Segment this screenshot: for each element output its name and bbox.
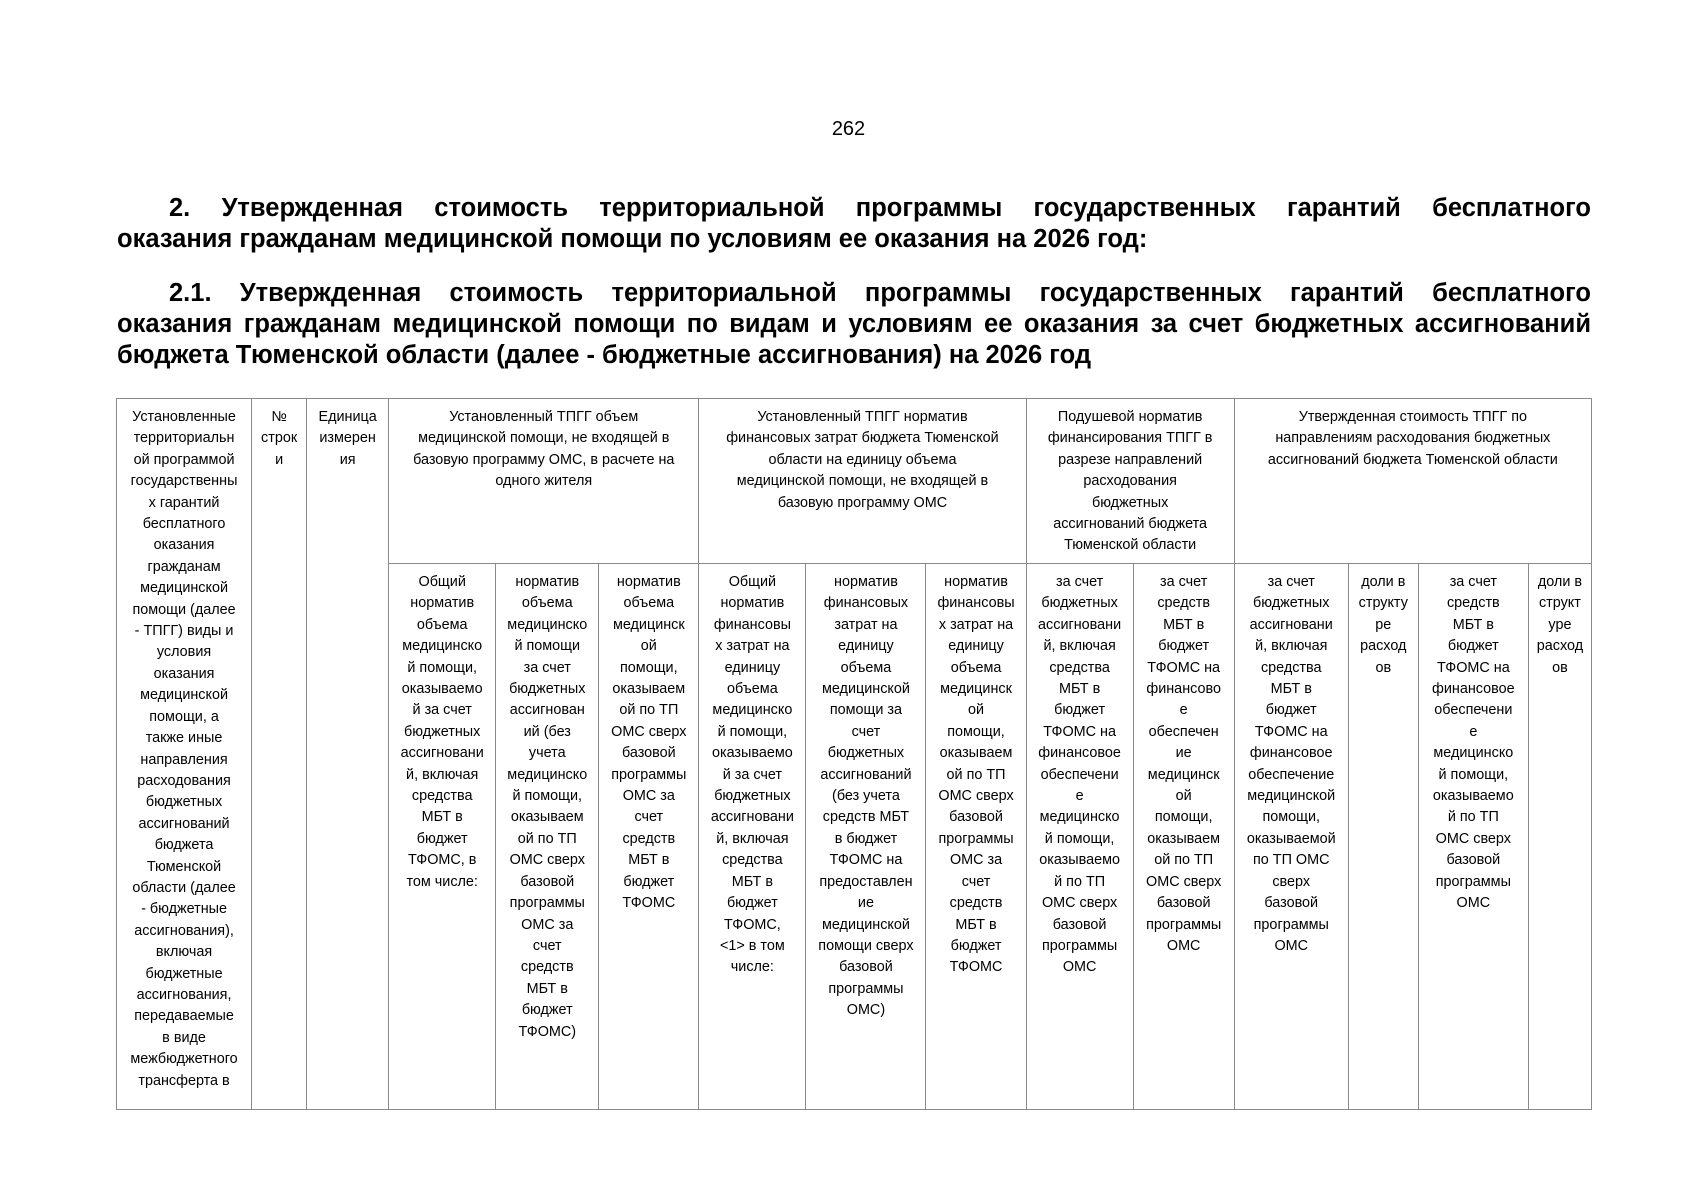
cell-text-line: й, включая (1043, 638, 1116, 655)
cell-text-line: Общий (418, 574, 466, 590)
cell-text-line: базовую программу ОМС, в расчете на (413, 451, 675, 468)
cell-text-line: расход (1360, 638, 1407, 655)
cell-text-line: й, включая (716, 830, 789, 847)
cell-text-line: счет (851, 723, 881, 740)
cell-text-line: средств (1157, 595, 1211, 612)
cell-text-line: помощи, (1154, 809, 1213, 826)
cell-text-line: й помощи, (407, 659, 477, 676)
cell-text-line: за счет (1449, 574, 1497, 590)
section-heading-2 (117, 193, 1591, 255)
cell-text-line: й по ТП (1447, 809, 1499, 826)
cell-text-line: измерен (319, 430, 376, 447)
cell-text-line: й, включая (406, 766, 479, 783)
header-cell-volume-norm (389, 399, 699, 564)
cell-text-line: направлениям расходования бюджетных (1275, 430, 1551, 447)
cell-text-line: гражданам (147, 558, 221, 575)
cell-text-line: помощи сверх (818, 937, 914, 954)
heading-line: 2. Утвержденная стоимость территориальной программы государственных гарантий бесплатного (169, 194, 1591, 222)
cell-text-line: базовой (1156, 895, 1211, 912)
cell-text-line: трансферта в (138, 1072, 230, 1089)
cell-text-line: Установленный ТПГГ норматив (757, 409, 968, 425)
cell-text-line: ОМС (1062, 959, 1097, 976)
cell-text-line: также иные (145, 730, 223, 747)
cell-text-line: оказываемо (711, 745, 793, 762)
cell-text-line: ой по ТП (517, 830, 577, 847)
cell-text-line: е (1469, 723, 1478, 740)
cell-text-line: за счет (1055, 574, 1104, 590)
sub-header-cell (926, 564, 1026, 1110)
cell-text-line: (без учета (832, 788, 900, 805)
cell-text-line: том числе: (406, 873, 478, 890)
page-number: 262 (831, 118, 866, 140)
cell-text-line: ие (1175, 745, 1192, 762)
heading-line: 2.1. Утвержденная стоимость территориальной программы государственных гарантий бесплатного (169, 279, 1591, 307)
cell-text-line: бюджет (623, 873, 675, 890)
cell-text-line: ОМС (1456, 895, 1491, 912)
cell-text-line: оказываем (939, 745, 1013, 762)
cell-text-line: медицинской (821, 916, 910, 933)
cell-text-line: МБТ в (1452, 616, 1494, 633)
cell-text-line: оказываемо (1432, 788, 1514, 805)
cell-text-line: медицинской (140, 687, 229, 704)
cell-text-line: включая (155, 944, 213, 961)
cell-text-line: ой (968, 702, 985, 719)
cell-text-line: помощи, (1262, 809, 1321, 826)
cell-text-line: счет (634, 809, 664, 826)
cell-text-line: ОМС сверх (938, 788, 1014, 805)
cell-text-line: программы (1253, 916, 1329, 933)
cell-text-line: Тюменской области (1064, 537, 1197, 554)
cell-text-line: базовую программу ОМС (777, 494, 948, 511)
cell-text-line: за счет (1160, 574, 1208, 590)
cell-text-line: ассигнования), (134, 922, 234, 939)
sub-header-cell (1133, 564, 1234, 1110)
cell-text-line: бюджетных (145, 794, 223, 811)
cell-text-line: ТФОМС на (1436, 659, 1510, 676)
header-cell-per-capita-norm (1026, 399, 1234, 564)
cell-text-line: ОМС сверх (509, 852, 585, 869)
header-cell-unit (307, 399, 389, 1110)
cell-text-line: оказания (153, 665, 215, 682)
cell-text-line: ОМС (1166, 937, 1201, 954)
cell-text-line: финансовых затрат бюджета Тюменской (726, 430, 999, 447)
cell-text-line: базовой (520, 873, 575, 890)
cell-text-line: ассигнований бюджета (1053, 516, 1208, 533)
cell-text-line: медицинской (821, 681, 910, 698)
cell-text-line: передаваемые (134, 1008, 234, 1025)
cell-text-line: норматив (944, 574, 1008, 590)
cell-text-line: предоставлен (819, 873, 913, 890)
cell-text-line: бюджетных (714, 788, 791, 805)
sub-header-cell (496, 564, 599, 1110)
cell-text-line: программы (938, 830, 1014, 847)
cell-text-line: единицу (948, 638, 1004, 655)
cell-text-line: норматив (616, 574, 681, 590)
cell-text-line: - ТПГГ) виды и (134, 623, 234, 640)
cell-text-line: доли в (1537, 574, 1583, 590)
cell-text-line: бюджет (950, 937, 1002, 954)
cell-text-line: ТФОМС на (829, 852, 903, 869)
cell-text-line: ОМС сверх (1435, 830, 1511, 847)
cell-text-line: ТФОМС на (1147, 659, 1221, 676)
cell-text-line: финансово (1146, 681, 1221, 698)
cell-text-line: ассигнован (509, 702, 585, 719)
sub-header-cell (1026, 564, 1133, 1110)
cell-text-line: обеспечение (1248, 766, 1335, 783)
cell-text-line: ТФОМС) (518, 1023, 577, 1040)
cell-text-line: медицинск (612, 616, 685, 633)
cell-text-line: государственны (130, 473, 238, 490)
cell-text-line: ов (1552, 659, 1568, 676)
cost-table (116, 398, 1592, 1110)
cell-text-line: финансовы (713, 616, 791, 633)
cell-text-line: ие (857, 895, 874, 912)
cell-text-line: й помощи, (1044, 830, 1115, 847)
cell-text-line: средства (722, 852, 783, 869)
cell-text-line: МБТ в (955, 916, 997, 933)
cell-text-line: ТФОМС, в (407, 852, 477, 869)
cell-text-line: ТФОМС, (723, 916, 781, 933)
cell-text-line: программы (1042, 937, 1118, 954)
cell-text-line: одного жителя (495, 473, 593, 490)
cell-text-line: структ (1538, 595, 1581, 612)
cell-text-line: обеспечени (1040, 766, 1119, 783)
cell-text-line: области (далее (132, 879, 236, 896)
cell-text-line: медицинско (507, 766, 588, 783)
sub-header-cell (1348, 564, 1418, 1110)
sub-header-cell (806, 564, 926, 1110)
cell-text-line: ой (640, 638, 657, 655)
header-cell-program-types (117, 399, 252, 1110)
cell-text-line: оказываемой (1246, 830, 1336, 847)
cell-text-line: средств (1446, 595, 1500, 612)
cell-text-line: базовой (949, 809, 1003, 826)
cell-text-line: в бюджет (834, 830, 898, 847)
cell-text-line: средств МБТ (822, 809, 910, 826)
cell-text-line: ассигновани (1038, 616, 1122, 633)
cell-text-line: ТФОМС на (1254, 723, 1328, 740)
cell-text-line: Установленные (132, 409, 236, 425)
cell-text-line: норматив (410, 595, 475, 612)
header-row-top (117, 399, 1592, 564)
cell-text-line: финансовое (1038, 745, 1121, 762)
cell-text-line: й, включая (1255, 638, 1328, 655)
cell-text-line: и (275, 451, 284, 468)
cell-text-line: МБТ в (1163, 616, 1205, 633)
cell-text-line: Единица (318, 409, 377, 425)
cell-text-line: Установленный ТПГГ объем (449, 409, 639, 425)
cell-text-line: средства (1049, 659, 1110, 676)
cell-text-line: в виде (162, 1029, 206, 1046)
cell-text-line: ой по ТП (1154, 852, 1214, 869)
cell-text-line: финансовое (1249, 745, 1333, 762)
cell-text-line: ой по ТП (946, 766, 1006, 783)
cell-text-line: ОМС за (622, 788, 675, 805)
cell-text-line: ОМС за (521, 916, 574, 933)
header-cell-row-number (252, 399, 307, 1110)
cell-text-line: ре (1375, 616, 1392, 633)
cell-text-line: й за счет (722, 766, 783, 783)
cell-text-line: медицинско (507, 616, 588, 633)
cell-text-line: средств (622, 830, 676, 847)
cell-text-line: объема (416, 616, 468, 633)
cell-text-line: ОМС сверх (1041, 895, 1118, 912)
cell-text-line: оказываемо (401, 681, 483, 698)
header-cell-approved-cost (1234, 399, 1591, 564)
sub-header-cell (1234, 564, 1348, 1110)
cell-text-line: объема (521, 595, 573, 612)
cell-text-line: программы (509, 895, 585, 912)
cell-text-line: МБТ в (1059, 681, 1101, 698)
cell-text-line: за счет (1267, 574, 1315, 590)
cell-text-line: й помощи, (717, 723, 788, 740)
cell-text-line: обеспечени (1434, 702, 1513, 719)
cell-text-line: Утвержденная стоимость ТПГГ по (1298, 409, 1527, 425)
cell-text-line: Подушевой норматив (1057, 409, 1203, 425)
cell-text-line: медицинской помощи, не входящей в (418, 430, 670, 447)
cell-text-line: программы (1146, 916, 1222, 933)
cell-text-line: межбюджетного (130, 1051, 238, 1068)
cell-text-line: помощи, (620, 659, 678, 676)
sub-header-cell (599, 564, 699, 1110)
cell-text-line: за счет (523, 659, 571, 676)
cell-text-line: бюджетных (509, 681, 586, 698)
cell-text-line: е (1179, 702, 1188, 719)
cell-text-line: объема (727, 681, 778, 698)
sub-header-cell (1418, 564, 1528, 1110)
cell-text-line: расходования (137, 772, 231, 789)
cell-text-line: помощи, а (149, 708, 219, 725)
cell-text-line: финансовое (1432, 681, 1515, 698)
cell-text-line: расход (1536, 638, 1584, 655)
cell-text-line: расходования (1083, 473, 1177, 490)
cell-text-line: ой по ТП (619, 702, 679, 719)
cell-text-line: области на единицу объема (768, 451, 957, 468)
cell-text-line: обеспечен (1148, 723, 1219, 740)
cell-text-line: ОМС за (949, 852, 1003, 869)
cell-text-line: ОМС) (846, 1002, 886, 1019)
cell-text-line: программы (1435, 873, 1511, 890)
cell-text-line: МБТ в (526, 980, 568, 997)
cell-text-line: бюджета (154, 837, 214, 854)
cell-text-line: финансовых (823, 595, 909, 612)
cell-text-line: бюджетных (1041, 595, 1118, 612)
cell-text-line: № (271, 409, 287, 425)
section-heading-2-1 (117, 278, 1591, 371)
cell-text-line: МБТ в (628, 852, 670, 869)
cell-text-line: й за счет (412, 702, 472, 719)
cell-text-line: бюджет (1158, 638, 1210, 655)
cell-text-line: медицинско (1039, 809, 1120, 826)
cell-text-line: норматив (720, 595, 785, 612)
cell-text-line: й по ТП (1054, 873, 1106, 890)
cell-text-line: бюджет (416, 830, 468, 847)
cell-text-line: помощи за (829, 702, 903, 719)
cell-text-line: бюджет (1447, 638, 1499, 655)
sub-header-cell (389, 564, 496, 1110)
cell-text-line: МБТ в (1270, 681, 1312, 698)
cell-text-line: разрезе направлений (1058, 451, 1203, 468)
cell-text-line: норматив (834, 574, 898, 590)
cell-text-line: ОМС сверх (611, 723, 687, 740)
cell-text-line: ТФОМС (949, 959, 1003, 976)
cell-text-line: базовой (1446, 852, 1501, 869)
cell-text-line: бюджет (521, 1002, 573, 1019)
cell-text-line: ассигновани (710, 809, 794, 826)
heading-line: оказания гражданам медицинской помощи по условиям ее оказания на 2026 год: (117, 225, 1148, 253)
cell-text-line: МБТ в (731, 873, 773, 890)
cell-text-line: базовой (1264, 895, 1319, 912)
cell-text-line: числе: (730, 959, 774, 976)
cell-text-line: бюджетных (404, 723, 481, 740)
cell-text-line: ассигновани (400, 745, 484, 762)
cell-text-line: бюджет (1265, 702, 1317, 719)
cell-text-line: й помощи, (1438, 766, 1509, 783)
cell-text-line: ассигнований (820, 766, 912, 783)
cell-text-line: условия (156, 644, 212, 661)
cell-text-line: ТФОМС на (1043, 723, 1116, 740)
heading-line: оказания гражданам медицинской помощи по видам и условиям ее оказания за счет бюджетных ассигнований (117, 310, 1591, 338)
cell-text-line: базовой (621, 745, 676, 762)
header-cell-cost-norm (699, 399, 1026, 564)
cell-text-line: х гарантий (148, 494, 220, 511)
cell-text-line: программы (828, 980, 904, 997)
cell-text-line: счет (961, 873, 991, 890)
cell-text-line: ов (1375, 659, 1392, 676)
cell-text-line: медицинской (1247, 788, 1336, 805)
cell-text-line: базовой (1052, 916, 1107, 933)
cell-text-line: оказания (153, 537, 215, 554)
cell-text-line: ой (1175, 788, 1192, 805)
cell-text-line: медицинской помощи, не входящей в (736, 473, 989, 490)
cell-text-line: ой программой (133, 451, 235, 468)
cell-text-line: уре (1548, 616, 1572, 633)
cell-text-line: медицинско (712, 702, 793, 719)
cell-text-line: затрат на (834, 616, 898, 633)
cell-text-line: средств (520, 959, 574, 976)
cell-text-line: объема (950, 659, 1002, 676)
cell-text-line: строк (261, 430, 298, 447)
sub-header-cell (699, 564, 806, 1110)
cell-text-line: ОМС (1274, 937, 1309, 954)
cell-text-line: ТФОМС (622, 895, 676, 912)
cell-text-line: - бюджетные (141, 901, 228, 918)
heading-line: бюджета Тюменской области (далее - бюджетные ассигнования) на 2026 год (117, 341, 1092, 369)
cell-text-line: х затрат на (938, 616, 1014, 633)
cell-text-line: ассигнования, (136, 986, 232, 1003)
cell-text-line: единицу (724, 659, 781, 676)
cell-text-line: бюджет (1054, 702, 1106, 719)
cell-text-line: ий (без (523, 723, 571, 740)
cell-text-line: средства (411, 788, 473, 805)
cell-text-line: ассигнований бюджета Тюменской области (1267, 451, 1558, 468)
cell-text-line: х затрат на (715, 638, 790, 655)
cell-text-line: оказываем (1147, 830, 1221, 847)
cell-text-line: счет (532, 937, 562, 954)
cell-text-line: базовой (839, 959, 893, 976)
cell-text-line: бюджет (726, 895, 778, 912)
cell-text-line: учета (528, 745, 566, 762)
cell-text-line: й помощи, (512, 788, 583, 805)
cell-text-line: направления (140, 751, 228, 768)
cell-text-line: оказываем (612, 681, 686, 698)
cell-text-line: Общий (728, 574, 777, 590)
cell-text-line: бюджетных (1091, 494, 1169, 511)
cell-text-line: медицинской (140, 580, 229, 597)
cell-text-line: сверх (1272, 873, 1311, 890)
cell-text-line: объема (623, 595, 675, 612)
cell-text-line: средств (949, 895, 1003, 912)
cell-text-line: бюджетных (827, 745, 905, 762)
cell-text-line: Тюменской (146, 858, 222, 875)
cell-text-line: оказываемо (1039, 852, 1120, 869)
cell-text-line: <1> в том (719, 937, 785, 954)
sub-header-cell (1528, 564, 1591, 1110)
cell-text-line: структу (1358, 595, 1408, 612)
cell-text-line: территориальн (133, 430, 235, 447)
cell-text-line: бесплатного (142, 516, 226, 533)
cell-text-line: медицинск (1147, 766, 1220, 783)
cell-text-line: помощи, (947, 723, 1005, 740)
cell-text-line: ОМС сверх (1146, 873, 1222, 890)
cell-text-line: средства (1260, 659, 1322, 676)
cell-text-line: помощи (далее (132, 601, 236, 618)
cell-text-line: ия (339, 451, 356, 468)
cell-text-line: бюджетных (1253, 595, 1330, 612)
cell-text-line: финансовы (937, 595, 1015, 612)
cell-text-line: бюджетные (145, 965, 223, 982)
cell-text-line: единицу (838, 638, 894, 655)
cell-text-line: медицинско (1433, 745, 1514, 762)
cell-text-line: доли в (1361, 574, 1406, 590)
cell-text-line: по ТП ОМС (1252, 852, 1330, 869)
cell-text-line: программы (611, 766, 687, 783)
cell-text-line: ассигновани (1249, 616, 1333, 633)
cell-text-line: финансирования ТПГГ в (1047, 430, 1213, 447)
cell-text-line: МБТ в (421, 809, 463, 826)
cell-text-line: медицинско (402, 638, 483, 655)
cell-text-line: норматив (515, 574, 580, 590)
cell-text-line: й помощи (514, 638, 581, 655)
cell-text-line: оказываем (510, 809, 584, 826)
cell-text-line: ассигнований (138, 815, 230, 832)
cell-text-line: медицинск (940, 681, 1012, 698)
cell-text-line: объема (840, 659, 892, 676)
cell-text-line: е (1075, 788, 1084, 805)
